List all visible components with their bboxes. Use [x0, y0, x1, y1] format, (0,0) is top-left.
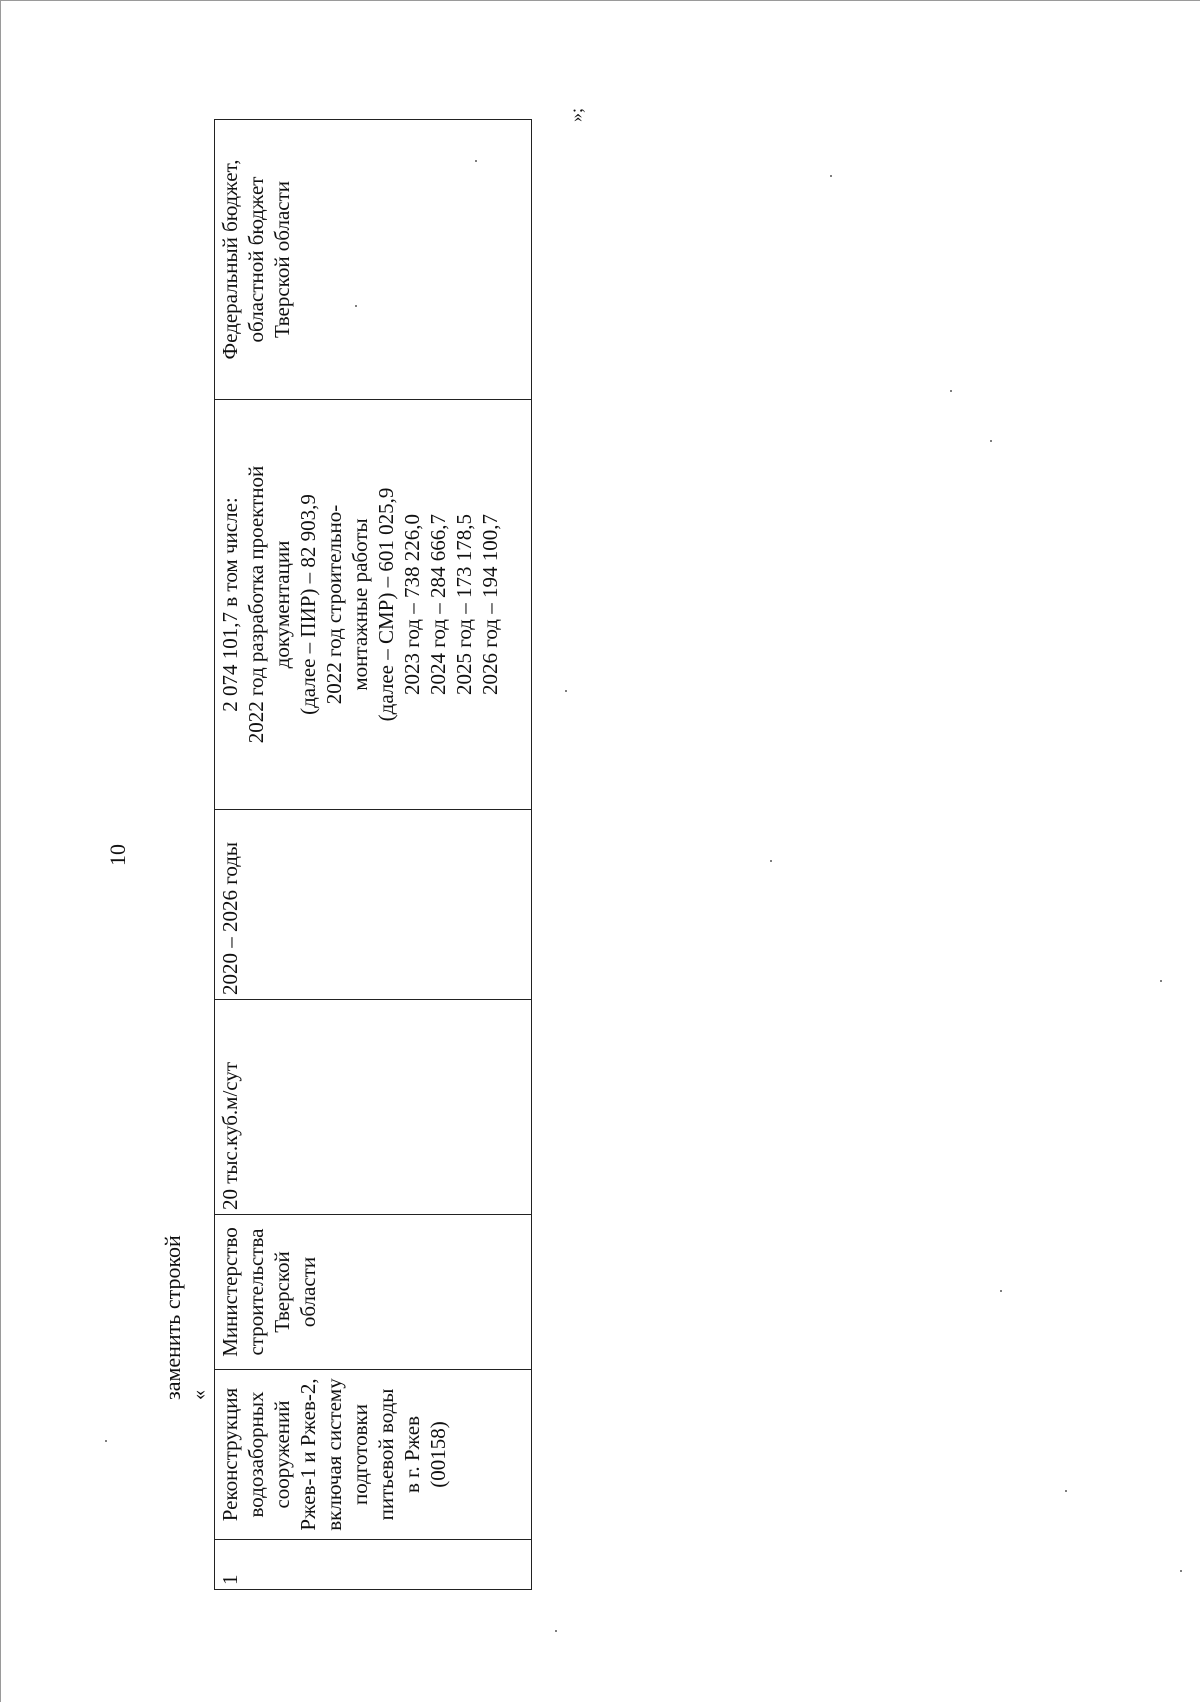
capacity-cell: 20 тыс.куб.м/сут [215, 1000, 532, 1215]
row-number-cell: 1 [215, 1540, 532, 1590]
scan-edge-left [0, 0, 1, 1702]
funding-cell: Федеральный бюджет, областной бюджет Тверской области [215, 120, 532, 400]
opening-quote: « [188, 1390, 210, 1400]
table-row [215, 120, 532, 1590]
project-table [214, 119, 532, 1590]
customer-cell: Министерство строительства Тверской области [215, 1215, 532, 1370]
scan-speck [950, 390, 952, 392]
scan-speck [770, 860, 772, 862]
scan-edge-top [0, 0, 1200, 1]
scan-speck [990, 440, 992, 442]
scan-speck [1065, 1490, 1067, 1492]
scan-speck [105, 1440, 107, 1442]
scan-speck [355, 305, 357, 307]
scan-speck [1000, 1290, 1002, 1292]
scan-speck [830, 175, 832, 177]
scan-speck [1160, 980, 1162, 982]
closing-quote: »; [566, 107, 586, 122]
cost-cell: 2 074 101,7 в том числе: 2022 год разработка проектной документации (далее – ПИР) – 82 903,9 2022 год строительно- монтажные работы (далее – СМР) – 601 025,9 2023 год – 738 226,0 2024 год – 284 666,7 2025 год – 173 178,5 2026 год – 194 100,7 [215, 400, 532, 810]
scan-speck [565, 690, 567, 692]
page-number: 10 [105, 844, 130, 866]
rotated-content [105, 107, 620, 1590]
object-name-cell: Реконструкция водозаборных сооружений Ржев-1 и Ржев-2, включая систему подготовки питьевой воды в г. Ржев (00158) [215, 1370, 532, 1540]
scan-speck [475, 160, 477, 162]
scan-speck [1180, 1570, 1182, 1572]
period-cell: 2020 – 2026 годы [215, 810, 532, 1000]
intro-text: заменить строкой [160, 1235, 185, 1400]
scan-speck [555, 1630, 557, 1632]
